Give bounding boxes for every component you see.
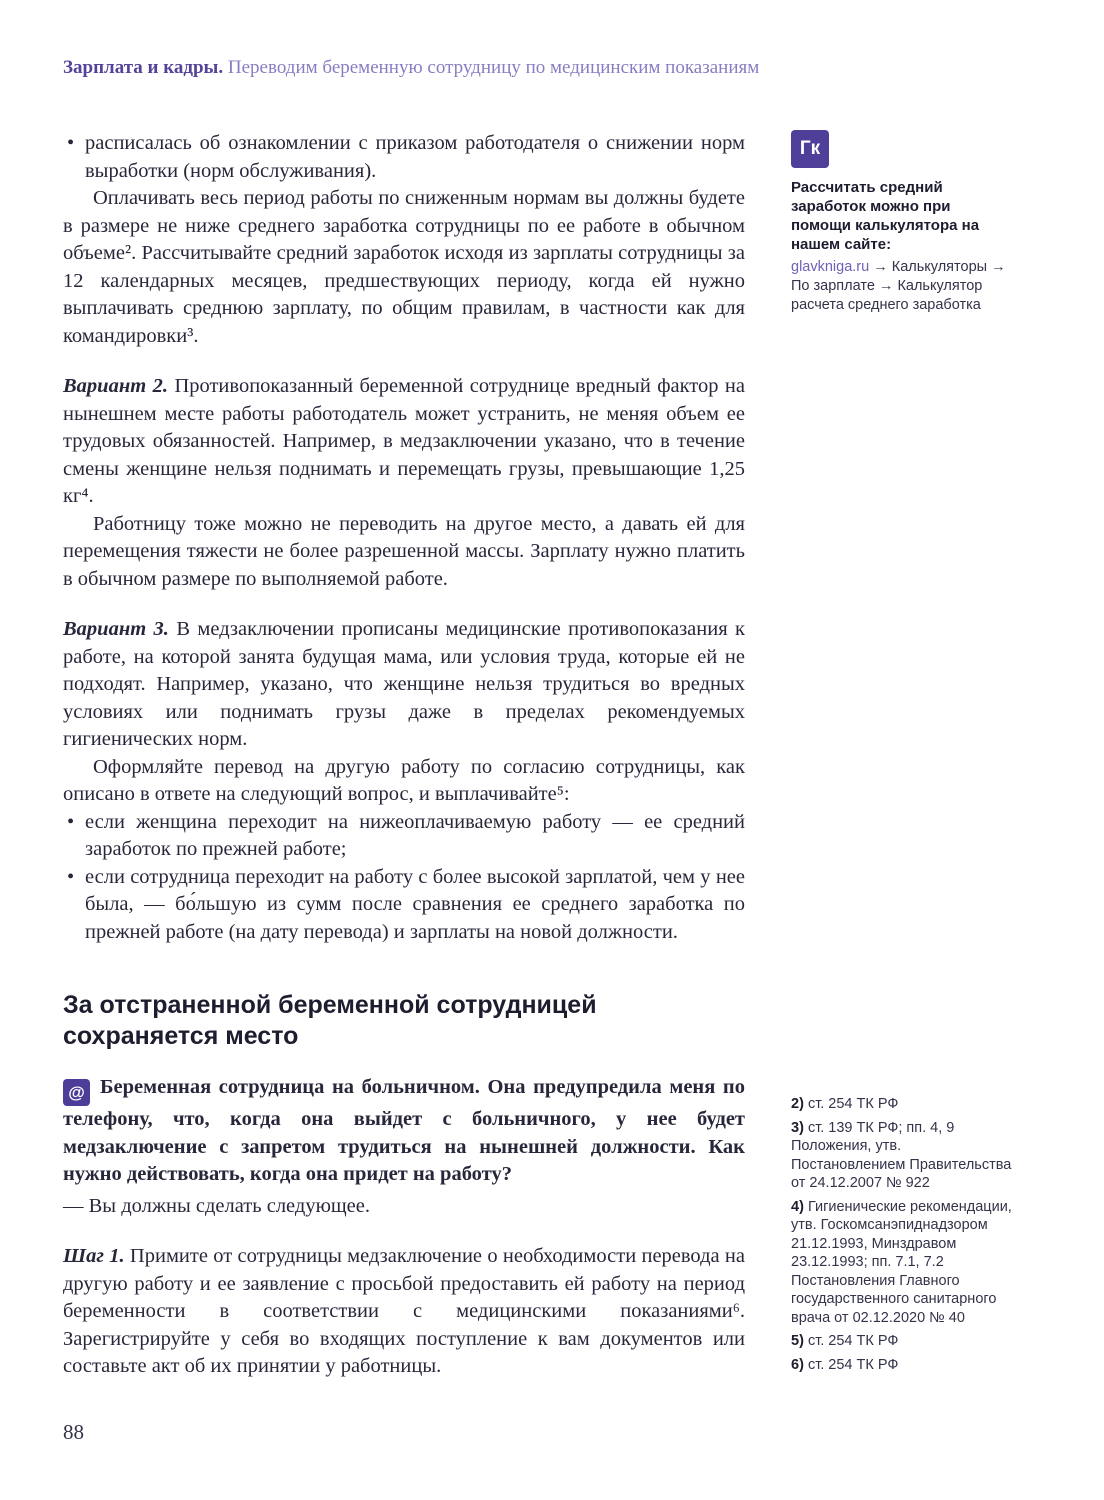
answer-intro: — Вы должны сделать следующее. bbox=[63, 1194, 370, 1217]
paragraph-variant-2-continued: Работницу тоже можно не переводить на другое место, а давать ей для перемещения тяжести не более разрешенной массы. Зарплату нужно платить в обычном размере по выполняемой работе. bbox=[63, 512, 745, 590]
bullet-lower-pay: • если женщина переходит на нижеоплачиваемую работу — ее средний заработок по прежней работе; bbox=[63, 809, 745, 864]
paragraph-average-pay: Оплачивать весь период работы по сниженным нормам вы должны будете в размере не ниже среднего заработка сотрудницы по ее работе в обычном объеме². Рассчитывайте средний заработок исходя из зарплаты сотрудницы за 12 календарных месяцев, предшествующих периоду, когда ей нужно выплачивать среднюю зарплату, по общим правилам, в частности как для командировки³. bbox=[63, 187, 745, 347]
footnote-6-text: ст. 254 ТК РФ bbox=[807, 1356, 899, 1373]
footnote-3-text: ст. 139 ТК РФ; пп. 4, 9 Положения, утв. Постановлением Правительства от 24.12.2007 № 922 bbox=[791, 1119, 1012, 1191]
bullet-intro: • расписалась об ознакомлении с приказом работодателя о снижении норм выработки (норм обслуживания). bbox=[63, 130, 745, 185]
variant-3-label: Вариант 3. bbox=[63, 618, 169, 640]
reader-question bbox=[63, 1074, 745, 1189]
sidebar-link-path bbox=[791, 258, 1013, 315]
section-heading: За отстраненной беременной сотрудницей сохраняется место bbox=[63, 991, 597, 1050]
paragraph-step-1 bbox=[63, 1243, 745, 1381]
sidebar-calculator-note bbox=[791, 130, 1013, 315]
footnote-5-number: 5) bbox=[791, 1333, 804, 1349]
footnote-4 bbox=[791, 1198, 1013, 1328]
footnotes-block bbox=[791, 1095, 1013, 1379]
step-1-text: Примите от сотрудницы медзаключение о необходимости перевода на другую работу и ее заявление с просьбой предоставить ей работу на период беременности в соответствии с медицинскими показаниями⁶. Зарегистрируйте у себя во входящих поступление к вам документов или составьте акт об их принятии у работницы. bbox=[63, 1245, 746, 1377]
section-name: Зарплата и кадры. bbox=[63, 57, 224, 78]
page-header bbox=[63, 56, 1041, 80]
sidebar-note-text: Рассчитать средний заработок можно при помощи калькулятора на нашем сайте: bbox=[791, 179, 980, 253]
footnote-3 bbox=[791, 1119, 1013, 1193]
sidebar-link-trail: → Калькуляторы → По зарплате → Калькулятор расчета среднего заработка bbox=[791, 259, 1006, 313]
variant-3-text: В медзаключении прописаны медицинские противопоказания к работе, на которой занята будущая мама, или условия труда, которые ей не подходят. Например, указано, что женщине нельзя трудиться во вредных условиях или поднимать грузы даже в пределах рекомендуемых гигиенических норм. bbox=[63, 618, 746, 750]
footnote-2 bbox=[791, 1095, 1013, 1114]
step-1-label: Шаг 1. bbox=[63, 1245, 125, 1267]
footnote-4-number: 4) bbox=[791, 1198, 804, 1215]
variant-2-text: Противопоказанный беременной сотруднице вредный фактор на нынешнем месте работы работодатель может устранить, не меняя объем ее трудовых обязанностей. Например, в медзаключении указано, что в течение смены женщине нельзя поднимать и перемещать грузы, превышающие 1,25 кг⁴. bbox=[63, 375, 746, 507]
question-text: Беременная сотрудница на больничном. Она предупредила меня по телефону, что, когда она выйдет с больничного, у нее будет медзаключение с запретом трудиться на нынешней должности. Как нужно действовать, когда она придет на работу? bbox=[63, 1076, 745, 1185]
paragraph-variant-2 bbox=[63, 373, 745, 511]
bullet-higher-pay: • если сотрудница переходит на работу с более высокой зарплатой, чем у нее была, — бо́льшую из сумм после сравнения ее среднего заработка по прежней работе (на дату перевода) и зарплаты на новой должности. bbox=[63, 864, 745, 947]
footnote-4-text: Гигиенические рекомендации, утв. Госкомсанэпиднадзором 21.12.1993, Минздравом 23.12.1993; пп. 7.1, 7.2 Постановления Главного государственного санитарного врача от 02.12.2020 № 40 bbox=[791, 1198, 1012, 1326]
paragraph-variant-3-continued: Оформляйте перевод на другую работу по согласию сотрудницы, как описано в ответе на следующий вопрос, и выплачивайте⁵: bbox=[63, 755, 745, 805]
footnote-6 bbox=[791, 1356, 1013, 1375]
footnote-5 bbox=[791, 1332, 1013, 1351]
footnote-2-text: ст. 254 ТК РФ bbox=[807, 1096, 899, 1112]
page-number: 88 bbox=[63, 1420, 84, 1444]
glavkniga-logo-icon: Гк bbox=[791, 130, 829, 168]
main-text-column bbox=[63, 130, 745, 1381]
footnote-6-number: 6) bbox=[791, 1356, 804, 1373]
footnote-2-number: 2) bbox=[791, 1096, 804, 1112]
article-title: Переводим беременную сотрудницу по медицинским показаниям bbox=[227, 57, 760, 78]
paragraph-variant-3 bbox=[63, 616, 745, 754]
variant-2-label: Вариант 2. bbox=[63, 375, 168, 397]
footnote-5-text: ст. 254 ТК РФ bbox=[807, 1333, 899, 1349]
question-at-icon: @ bbox=[63, 1079, 90, 1106]
footnote-3-number: 3) bbox=[791, 1119, 804, 1136]
glavkniga-link[interactable]: glavkniga.ru bbox=[791, 259, 870, 275]
